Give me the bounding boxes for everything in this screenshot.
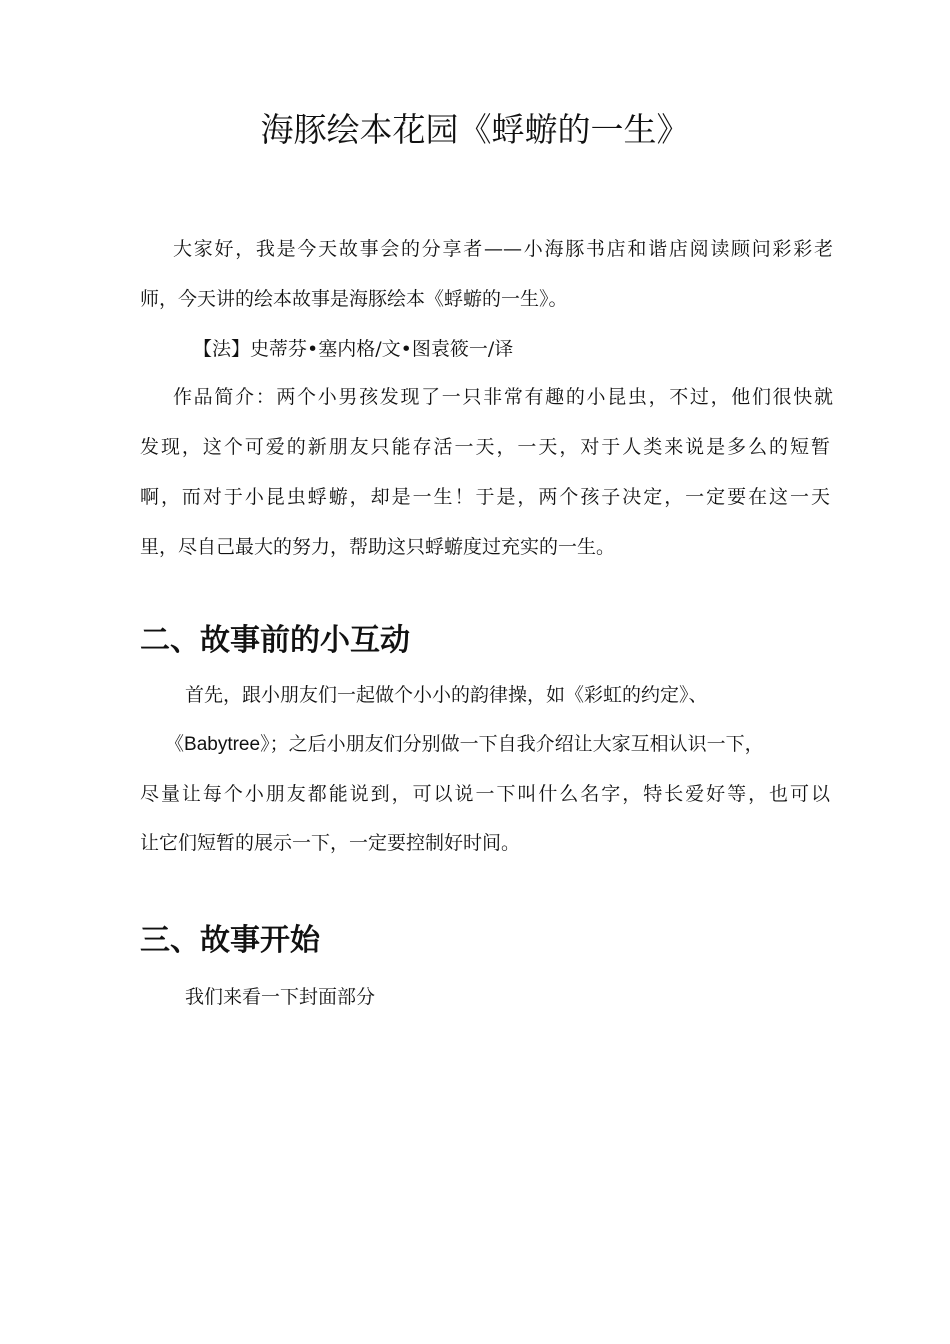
intro-line-1: 大家好，我是今天故事会的分享者——小海豚书店和谐店阅读顾问彩彩老: [173, 238, 833, 260]
section-3-line-1: 我们来看一下封面部分: [185, 986, 376, 1008]
summary-line-1: 作品简介：两个小男孩发现了一只非常有趣的小昆虫，不过，他们很快就: [173, 386, 833, 408]
section-2-line-4: 让它们短暂的展示一下，一定要控制好时间。: [140, 832, 521, 854]
summary-line-3: 啊，而对于小昆虫蜉蝣，却是一生！于是，两个孩子决定，一定要在这一天: [140, 486, 830, 508]
section-2-line-2: [165, 729, 830, 760]
section-2-line-3: 尽量让每个小朋友都能说到，可以说一下叫什么名字，特长爱好等，也可以: [140, 783, 830, 805]
section-2-line-2-rest: 》；之后小朋友们分别做一下自我介绍让大家互相认识一下，: [260, 733, 764, 755]
section-2-heading: 二、故事前的小互动: [140, 623, 410, 658]
section-2-babytree-text: Babytree: [184, 734, 261, 755]
document-title: 海豚绘本花园《蜉蝣的一生》: [260, 110, 690, 149]
intro-line-2: 师，今天讲的绘本故事是海豚绘本《蜉蝣的一生》。: [140, 288, 568, 310]
summary-line-4: 里，尽自己最大的努力，帮助这只蜉蝣度过充实的一生。: [140, 536, 616, 558]
summary-line-2: 发现，这个可爱的新朋友只能存活一天，一天，对于人类来说是多么的短暂: [140, 436, 830, 458]
section-2-line-1: 首先，跟小朋友们一起做个小小的韵律操，如《彩虹的约定》、: [185, 684, 708, 706]
section-2-open-bracket: 《: [165, 733, 185, 755]
section-3-heading: 三、故事开始: [140, 923, 320, 958]
credits-line: 【法】史蒂芬•塞内格/文•图袁筱一/译: [193, 338, 514, 360]
